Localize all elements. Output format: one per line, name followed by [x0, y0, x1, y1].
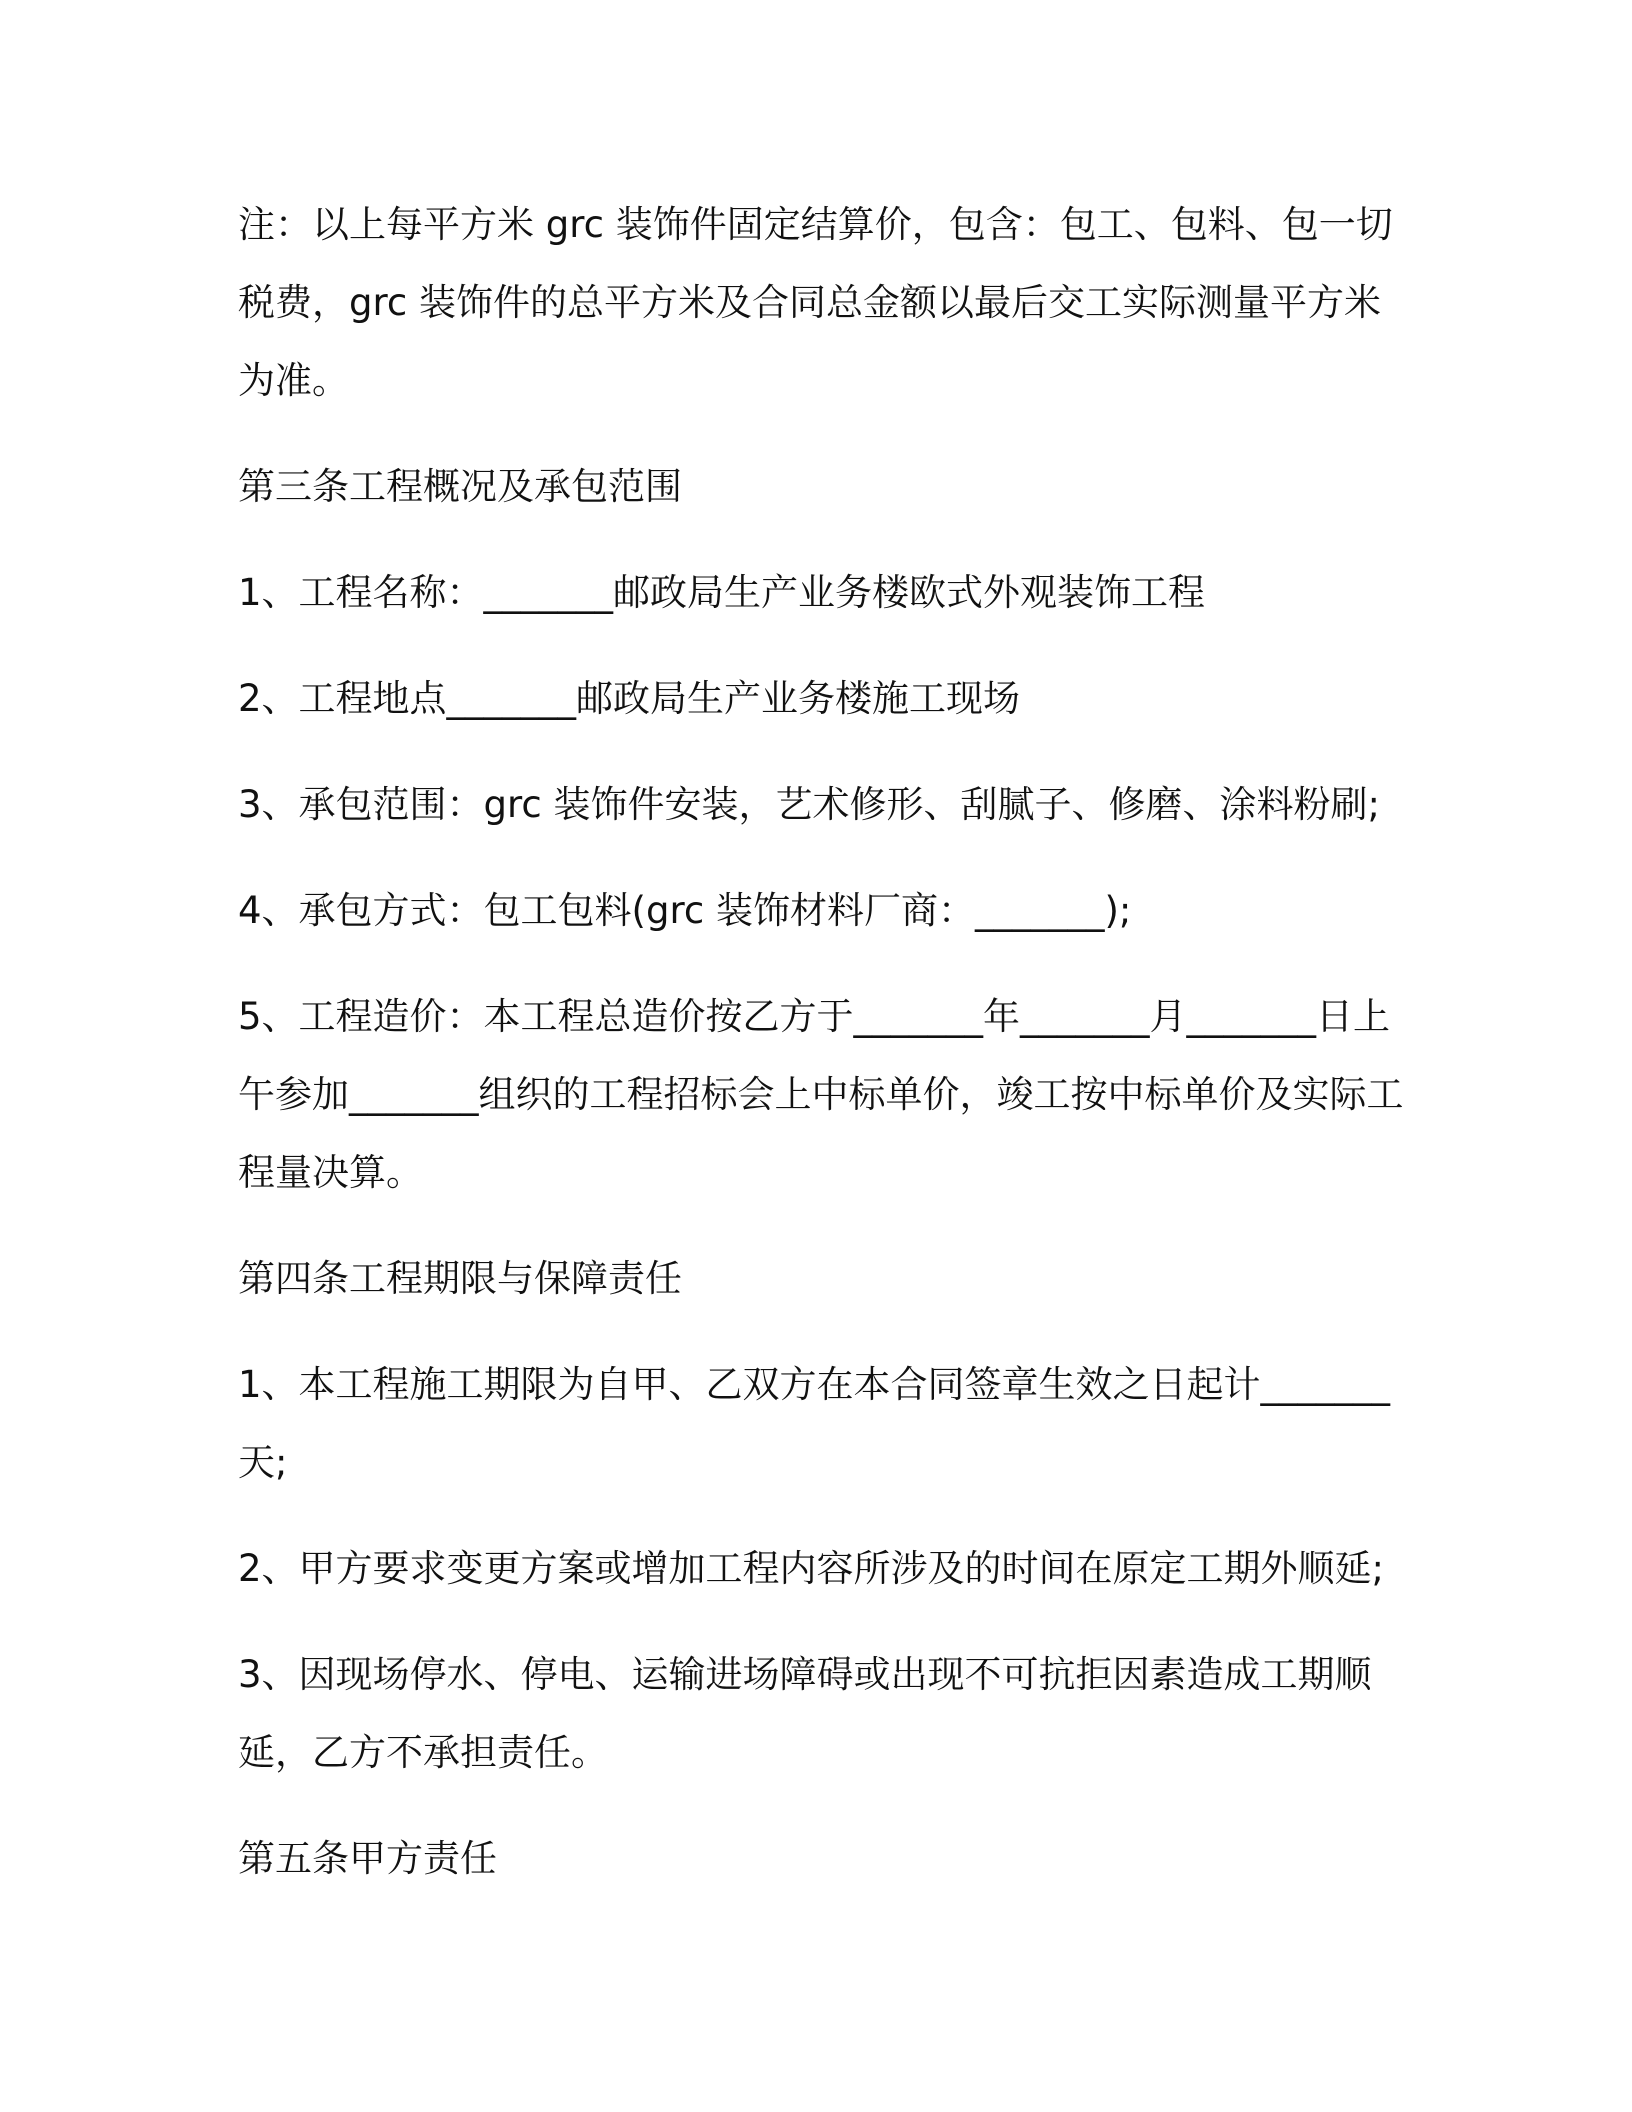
article-4-item-1: 1、本工程施工期限为自甲、乙双方在本合同签章生效之日起计_______天; [238, 1363, 1391, 1484]
note-paragraph: 注：以上每平方米 grc 装饰件固定结算价，包含：包工、包料、包一切税费，grc 装饰件的总平方米及合同总金额以最后交工实际测量平方米为准。 [238, 203, 1393, 402]
article-5-title: 第五条甲方责任 [238, 1837, 497, 1880]
article-3-item-5: 5、工程造价：本工程总造价按乙方于_______年_______月_______日上午参加_______组织的工程招标会上中标单价，竣工按中标单价及实际工程量决算。 [238, 995, 1404, 1194]
article-4-title: 第四条工程期限与保障责任 [238, 1257, 682, 1300]
article-3-item-1: 1、工程名称：_______邮政局生产业务楼欧式外观装饰工程 [238, 571, 1206, 614]
article-3-item-4: 4、承包方式：包工包料(grc 装饰材料厂商：_______); [238, 889, 1132, 932]
article-4-item-3: 3、因现场停水、停电、运输进场障碍或出现不可抗拒因素造成工期顺延，乙方不承担责任。 [238, 1653, 1372, 1774]
document-body [238, 186, 1408, 1898]
article-3-title: 第三条工程概况及承包范围 [238, 465, 682, 508]
article-4-item-2: 2、甲方要求变更方案或增加工程内容所涉及的时间在原定工期外顺延; [238, 1547, 1385, 1590]
article-3-item-2: 2、工程地点_______邮政局生产业务楼施工现场 [238, 677, 1021, 720]
article-3-item-3: 3、承包范围：grc 装饰件安装，艺术修形、刮腻子、修磨、涂料粉刷; [238, 783, 1380, 826]
